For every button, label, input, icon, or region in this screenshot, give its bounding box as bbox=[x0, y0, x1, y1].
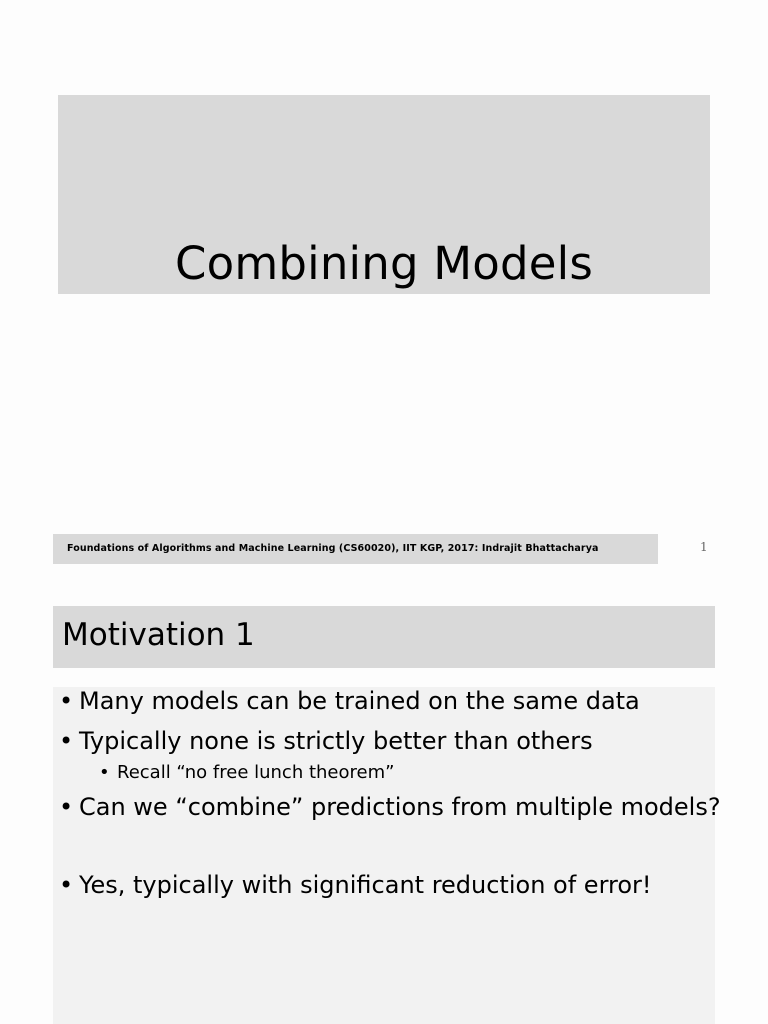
slide1-title-panel bbox=[58, 95, 710, 294]
bullet-item bbox=[59, 687, 640, 716]
bullet-dot: • bbox=[99, 762, 110, 783]
bullet-text: Typically none is strictly better than others bbox=[79, 727, 593, 755]
bullet-dot: • bbox=[59, 727, 74, 755]
bullet-item bbox=[59, 793, 721, 822]
footer-text: Foundations of Algorithms and Machine Learning (CS60020), IIT KGP, 2017: Indrajit Bhattacharya bbox=[67, 543, 599, 554]
slide2-title-bar bbox=[53, 606, 715, 668]
bullet-item bbox=[59, 871, 652, 900]
bullet-dot: • bbox=[59, 871, 74, 899]
bullet-dot: • bbox=[59, 793, 74, 821]
sub-bullet-item bbox=[99, 762, 394, 784]
sub-bullet-text: Recall “no free lunch theorem” bbox=[117, 762, 395, 783]
bullet-dot: • bbox=[59, 687, 74, 715]
page-number: 1 bbox=[700, 540, 708, 554]
slide2-body bbox=[53, 687, 721, 1024]
bullet-text: Many models can be trained on the same data bbox=[79, 687, 640, 715]
bullet-item bbox=[59, 727, 593, 756]
bullet-text: Yes, typically with significant reduction of error! bbox=[79, 871, 652, 899]
slide1-title: Combining Models bbox=[174, 236, 594, 290]
bullet-text: Can we “combine” predictions from multiple models? bbox=[79, 793, 721, 821]
slide-footer bbox=[53, 534, 658, 564]
slide2-title: Motivation 1 bbox=[62, 617, 255, 653]
